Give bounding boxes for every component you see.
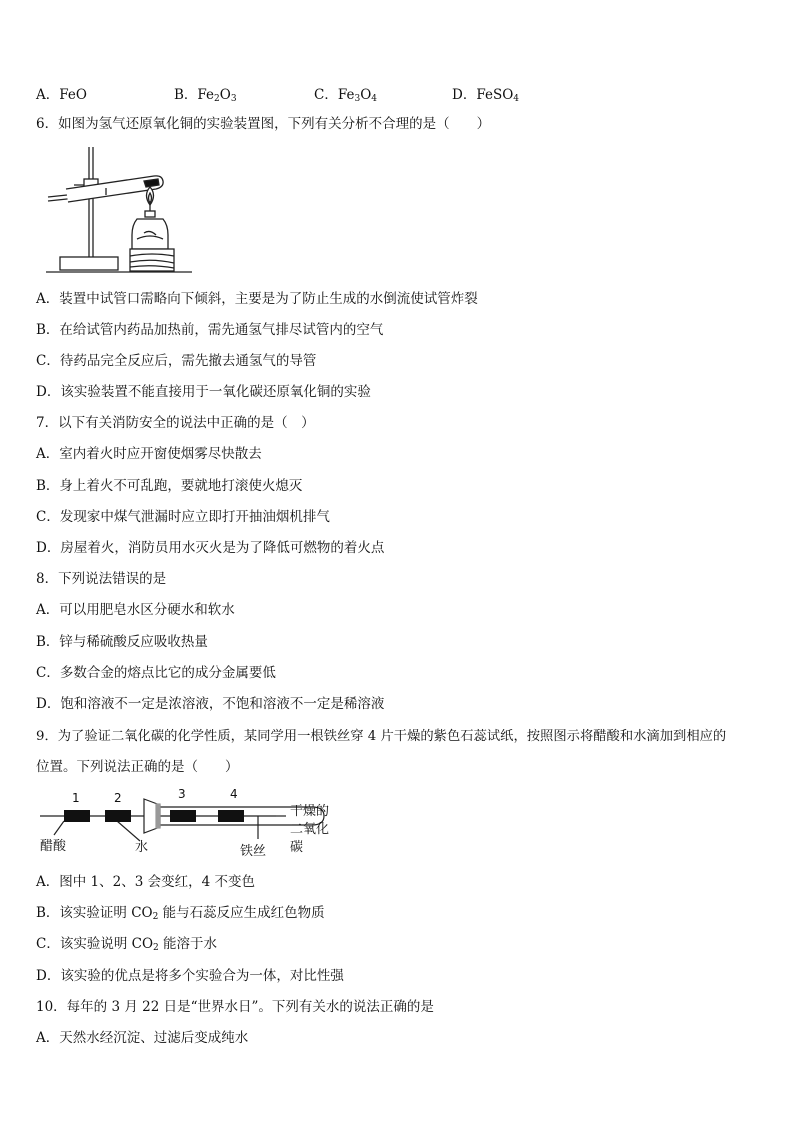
q7-option-c: C．发现家中煤气泄漏时应立即打开抽油烟机排气 — [36, 509, 330, 525]
q5-option-b: B．$Fe_2O_3$ — [174, 87, 237, 104]
q6-stem: 6．如图为氢气还原氧化铜的实验装置图，下列有关分析不合理的是（ ） — [36, 116, 491, 132]
strip-number-2: 2 — [114, 791, 122, 805]
q9-option-c: C．该实验说明 $CO_2$ 能溶于水 — [36, 936, 218, 953]
q7-stem: 7．以下有关消防安全的说法中正确的是（ ） — [36, 415, 315, 431]
strip-number-4: 4 — [230, 787, 238, 801]
label-iron-wire: 铁丝 — [240, 844, 267, 859]
label-dry-co2-2: 二氧化 — [290, 822, 330, 837]
q6-option-c: C．待药品完全反应后，需先撤去通氢气的导管 — [36, 353, 317, 369]
litmus-strip-3 — [170, 810, 196, 822]
q5-option-d: D．FeSO$_4$ — [452, 87, 519, 104]
label-dry-co2-3: 碳 — [290, 840, 304, 855]
q9-option-b: B．该实验证明 $CO_2$ 能与石蕊反应生成红色物质 — [36, 905, 325, 922]
q7-option-a: A．室内着火时应开窗使烟雾尽快散去 — [36, 446, 262, 462]
co2-litmus-experiment-figure — [40, 785, 350, 861]
q5-options — [36, 83, 556, 104]
q6-option-a: A．装置中试管口需略向下倾斜，主要是为了防止生成的水倒流使试管炸裂 — [36, 291, 478, 307]
q7-option-d: D．房屋着火，消防员用水灭火是为了降低可燃物的着火点 — [36, 540, 385, 556]
q5-option-a: A．FeO — [36, 87, 87, 103]
strip-number-1: 1 — [72, 791, 80, 805]
q9-option-d: D．该实验的优点是将多个实验合为一体，对比性强 — [36, 968, 344, 984]
q8-option-d: D．饱和溶液不一定是浓溶液，不饱和溶液不一定是稀溶液 — [36, 696, 385, 712]
q8-stem: 8．下列说法错误的是 — [36, 571, 167, 587]
hydrogen-reduction-apparatus-figure — [44, 143, 194, 275]
litmus-strip-2 — [105, 810, 131, 822]
litmus-strip-4 — [218, 810, 244, 822]
q9-option-a: A．图中 1、2、3 会变红，4 不变色 — [36, 874, 255, 890]
q9-stem-line-1: 9．为了验证二氧化碳的化学性质，某同学用一根铁丝穿 4 片干燥的紫色石蕊试纸，按照图示将醋酸和水滴加到相应的 — [36, 729, 727, 744]
q6-option-b: B．在给试管内药品加热前，需先通氢气排尽试管内的空气 — [36, 322, 384, 338]
q8-option-a: A．可以用肥皂水区分硬水和软水 — [36, 602, 235, 618]
label-dry-co2-1: 干燥的 — [290, 804, 330, 819]
q9-stem-line-2: 位置。下列说法正确的是（ ） — [36, 759, 239, 775]
litmus-strip-1 — [64, 810, 90, 822]
strip-number-3: 3 — [178, 787, 186, 801]
label-water: 水 — [135, 840, 149, 855]
label-vinegar: 醋酸 — [40, 839, 67, 854]
q8-option-b: B．锌与稀硫酸反应吸收热量 — [36, 634, 208, 650]
q10-stem: 10．每年的 3 月 22 日是“世界水日”。下列有关水的说法正确的是 — [36, 999, 434, 1015]
q5-option-c: C．$Fe_3O_4$ — [314, 87, 378, 104]
q10-option-a: A．天然水经沉淀、过滤后变成纯水 — [36, 1030, 249, 1046]
q8-option-c: C．多数合金的熔点比它的成分金属要低 — [36, 665, 276, 681]
q6-option-d: D．该实验装置不能直接用于一氧化碳还原氧化铜的实验 — [36, 384, 371, 400]
q7-option-b: B．身上着火不可乱跑，要就地打滚使火熄灭 — [36, 478, 303, 494]
